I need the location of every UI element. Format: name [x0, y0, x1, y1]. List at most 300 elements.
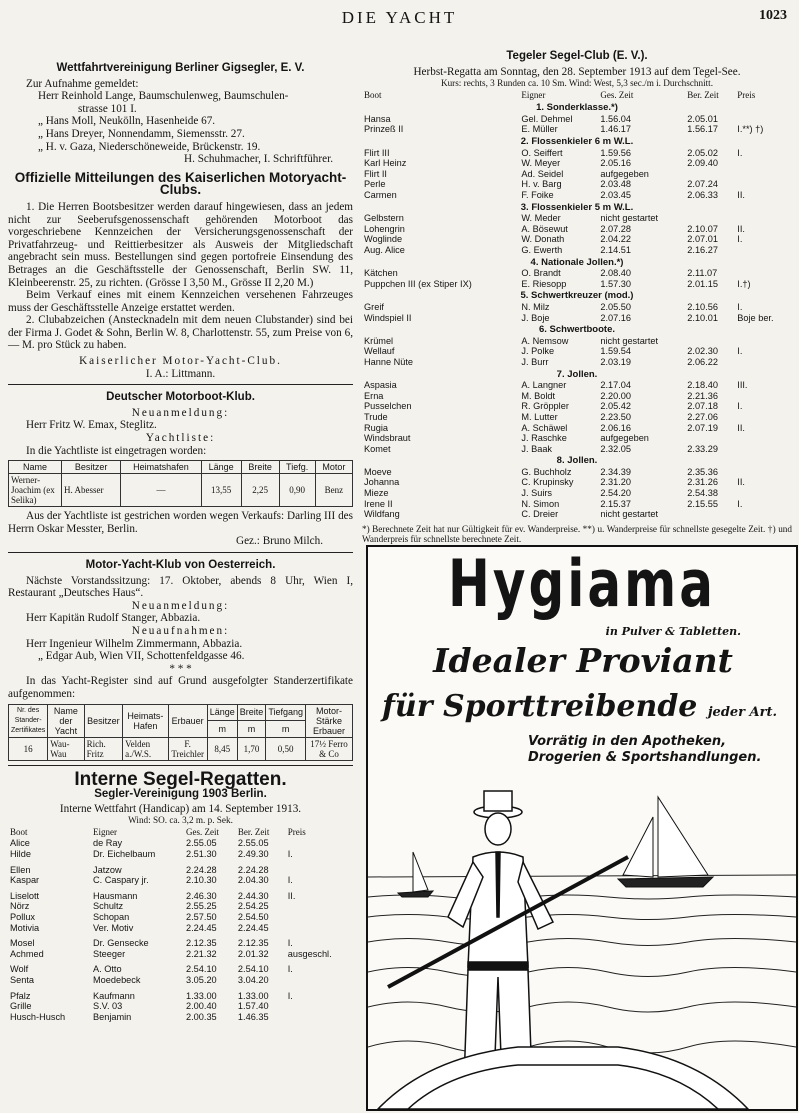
table-cell: 2.21.32 — [186, 948, 217, 959]
table-cell — [685, 169, 735, 180]
table-cell: Erna — [364, 390, 384, 401]
table-cell — [735, 158, 792, 169]
table-row — [8, 849, 353, 860]
wave-line — [368, 1002, 796, 1012]
class-heading: 2. Flossenkieler 6 m W.L. — [520, 136, 634, 148]
table-cell: Mosel — [10, 938, 35, 949]
column-header: Nr. des Stander-Zertifikates — [9, 704, 48, 737]
table-cell: 0,50 — [266, 737, 306, 760]
gig-member: „ Hans Moll, Neukölln, Hasenheide 67. — [38, 115, 216, 128]
table-cell: Schultz — [92, 901, 124, 912]
table-cell: F. Treichler — [168, 737, 207, 760]
myc-title: Motor-Yacht-Klub von Oesterreich. — [85, 559, 276, 571]
table-cell: 2.04.22 — [600, 234, 632, 245]
tegel-title: Tegeler Segel-Club (E. V.). — [506, 50, 648, 62]
column-header: Heimatshafen — [121, 461, 202, 474]
column-header: Besitzer — [84, 704, 123, 737]
table-cell: 2.06.33 — [687, 190, 718, 201]
class-heading: 4. Nationale Jollen.*) — [530, 256, 624, 268]
table-cell: Puppchen III (ex Stiper IX) — [364, 278, 472, 289]
column-header: Boot — [364, 89, 382, 100]
table-row — [8, 891, 353, 902]
table-cell — [286, 838, 353, 849]
table-cell: I.†) — [737, 278, 751, 289]
gig-member: Herr Reinhold Lange, Baumschulenweg, Baumschulen- — [38, 90, 289, 103]
table-cell: J. Burr — [521, 356, 549, 367]
table-cell: J. Polke — [521, 346, 555, 357]
table-cell: Gelbstern — [364, 213, 404, 224]
table-cell: 17½ Ferro & Co — [306, 737, 353, 760]
table-row — [362, 158, 792, 169]
column-header: Erbauer — [168, 704, 207, 737]
ad-slogan: Idealer Proviant — [433, 641, 733, 680]
ad-slogan-kind: jeder Art. — [707, 705, 778, 720]
table-cell: Achmed — [10, 948, 44, 959]
tegel-footnote: *) Berechnete Zeit hat nur Gültigkeit für ev. Wanderpreise. **) u. Wanderpreise für schnellste gesegelte Zeit. †) und Wanderpreis für schnellste berechnete Zeit. — [362, 523, 792, 545]
table-cell: 2.05.50 — [600, 301, 632, 312]
table-cell: I. — [737, 301, 743, 312]
table-row — [362, 423, 792, 434]
class-heading: 8. Jollen. — [556, 455, 598, 467]
table-cell: I. — [287, 849, 293, 859]
right-column — [362, 50, 792, 545]
table-cell: Jatzow — [92, 864, 122, 875]
table-row — [362, 169, 792, 180]
table-cell: E. Müller — [521, 124, 558, 135]
table-cell: 2.07.28 — [600, 223, 632, 234]
table-cell: 2.55.25 — [186, 901, 217, 912]
unit-label: m — [266, 721, 306, 738]
table-row — [362, 302, 792, 313]
table-cell: Irene II — [364, 498, 393, 509]
table-row — [362, 224, 792, 235]
table-cell: Velden a./W.S. — [123, 737, 168, 760]
table-header-row — [9, 461, 353, 474]
table-cell: II. — [287, 890, 296, 901]
class-heading-row — [362, 135, 792, 148]
table-cell: G. Ewerth — [521, 245, 563, 255]
page-header — [0, 6, 799, 28]
table-cell: 2.15.37 — [600, 498, 632, 509]
table-cell: M. Boldt — [521, 390, 556, 401]
table-cell: Senta — [10, 974, 35, 985]
column-header: Besitzer — [62, 461, 121, 474]
table-cell: 2.17.04 — [600, 380, 632, 391]
table-cell — [685, 336, 735, 347]
table-cell: 2.09.40 — [687, 158, 718, 169]
table-cell: 2.10.01 — [687, 312, 718, 323]
gig-title: Wettfahrtvereinigung Berliner Gigsegler, E. V. — [56, 62, 305, 74]
myc-member: Herr Kapitän Rudolf Stanger, Abbazia. — [26, 612, 201, 625]
table-cell: A. Nemsow — [521, 335, 569, 346]
table-row — [8, 1001, 353, 1012]
table-cell: A. Schäwel — [521, 422, 568, 433]
table-cell: Krümel — [364, 335, 394, 346]
horizon-line — [368, 875, 796, 877]
kmc-paragraph-2: Beim Verkauf eines mit einem Kennzeichen versehenen Fahrzeuges muss der Geschäftsstelle Anzeige erstattet werden. — [8, 289, 353, 314]
table-cell: 1.59.56 — [600, 147, 632, 158]
table-row — [362, 234, 792, 245]
class-heading: 5. Schwertkreuzer (mod.) — [520, 290, 634, 302]
table-cell: Flirt III — [364, 147, 390, 158]
table-cell: 2.12.35 — [186, 938, 217, 949]
ad-brand: Hygiama — [448, 546, 716, 622]
table-cell: 2.24.45 — [237, 922, 269, 933]
table-row — [362, 380, 792, 391]
table-cell: Steeger — [92, 948, 126, 959]
table-cell: 2.05.42 — [600, 401, 632, 412]
table-cell — [735, 433, 792, 444]
table-cell: Hilde — [10, 849, 31, 859]
table-cell: 2.46.30 — [186, 890, 217, 901]
table-cell: 2.03.45 — [600, 190, 632, 201]
table-cell: Hanne Nüte — [364, 356, 414, 367]
table-cell: aufgegeben — [600, 168, 649, 179]
table-cell — [286, 975, 353, 986]
table-cell: Dr. Eichelbaum — [92, 849, 156, 859]
table-row — [8, 1012, 353, 1023]
column-header: Preis — [737, 89, 756, 100]
myc-member: „ Edgar Aub, Wien VII, Schottenfeldgasse 46. — [38, 650, 245, 663]
table-cell: Benz — [315, 474, 352, 507]
table-cell: 2.01.15 — [687, 278, 718, 289]
table-cell: 2.54.50 — [237, 911, 269, 922]
table-cell: J. Suirs — [521, 488, 553, 499]
table-row — [8, 912, 353, 923]
table-cell: 0,90 — [279, 474, 315, 507]
gig-signature: H. Schuhmacher, I. Schriftführer. — [184, 153, 333, 166]
table-cell: de Ray — [92, 838, 123, 849]
table-cell: Benjamin — [92, 1011, 132, 1022]
myc-new-label: Neuanmeldung: — [131, 599, 230, 612]
table-cell: 2.44.30 — [237, 890, 269, 901]
table-cell: 2.18.40 — [687, 380, 718, 391]
table-cell: G. Buchholz — [521, 466, 572, 477]
table-cell: 2.23.50 — [600, 411, 632, 422]
table-cell: 2.34.39 — [600, 466, 632, 477]
table-cell: 3.05.20 — [186, 974, 217, 985]
class-heading-row — [362, 368, 792, 381]
table-cell: 2.16.27 — [687, 245, 718, 255]
table-row — [9, 474, 353, 507]
table-row — [8, 923, 353, 934]
table-cell: 1.33.00 — [186, 990, 217, 1001]
column-header: Breite — [237, 704, 266, 721]
table-row — [362, 114, 792, 125]
table-cell: W. Meder — [521, 213, 561, 224]
table-row — [362, 477, 792, 488]
table-cell: F. Foike — [521, 190, 554, 201]
table-cell: Moeve — [364, 466, 392, 477]
table-cell: Werner-Joachim (ex Selika) — [9, 474, 62, 507]
gig-member: strasse 101 I. — [78, 102, 137, 115]
table-cell: A. Otto — [92, 964, 122, 975]
table-cell: Carmen — [364, 190, 397, 201]
interne-results-table — [8, 826, 353, 1028]
table-cell: Hausmann — [92, 890, 138, 901]
dmk-deletion: Aus der Yachtliste ist gestrichen worden wegen Verkaufs: Darling III des Herrn Oskar Messter, Berlin. — [8, 510, 353, 535]
table-cell: E. Riesopp — [521, 278, 567, 289]
table-cell: 2.07.18 — [687, 401, 718, 412]
table-row — [8, 949, 353, 960]
dmk-signature: Gez.: Bruno Milch. — [236, 535, 323, 548]
table-row — [8, 838, 353, 849]
ad-slogan-for: für — [382, 689, 433, 724]
table-cell: 2.10.07 — [687, 223, 718, 234]
column-header: Eigner — [521, 89, 546, 100]
table-cell — [735, 391, 792, 402]
table-row — [362, 488, 792, 499]
table-header-row — [362, 89, 792, 102]
table-cell: S.V. 03 — [92, 1001, 123, 1012]
table-row — [362, 279, 792, 290]
table-row — [8, 964, 353, 975]
table-cell: Wildfang — [364, 509, 400, 520]
table-cell: J. Baak — [521, 443, 553, 454]
table-cell: 2.35.36 — [687, 466, 718, 477]
table-row — [362, 346, 792, 357]
wave-line — [368, 895, 796, 899]
table-cell — [735, 245, 792, 256]
table-cell: 2.06.16 — [600, 422, 632, 433]
kmc-title: Offizielle Mitteilungen des Kaiserlichen Motoryacht-Clubs. — [14, 169, 347, 198]
table-cell — [685, 509, 735, 520]
table-cell — [286, 1012, 353, 1023]
table-cell: Woglinde — [364, 234, 403, 245]
table-cell: 2.10.56 — [687, 301, 718, 312]
table-cell — [735, 357, 792, 368]
column-header: Tiefgang — [266, 704, 306, 721]
table-cell: 2.55.05 — [237, 838, 269, 849]
table-cell: I.**) †) — [737, 124, 764, 135]
table-cell: Wellauf — [364, 346, 395, 357]
class-heading: 7. Jollen. — [556, 368, 598, 380]
table-cell: I. — [737, 346, 743, 357]
table-cell: 2.31.20 — [600, 477, 632, 488]
dmk-yachtlist-intro: In die Yachtliste ist eingetragen worden: — [26, 444, 207, 457]
table-cell: 2.03.48 — [600, 179, 632, 190]
table-cell — [735, 169, 792, 180]
ad-slogan-2 — [382, 689, 777, 724]
table-cell: Ver. Motiv — [92, 922, 134, 933]
column-header: Motor — [315, 461, 352, 474]
table-cell: Aug. Alice — [364, 245, 405, 255]
table-cell — [685, 213, 735, 224]
class-heading-row — [362, 289, 792, 302]
table-cell: Husch-Husch — [10, 1011, 66, 1022]
table-cell: 2.54.10 — [237, 964, 269, 975]
table-row — [362, 313, 792, 324]
column-header: Ber. Zeit — [237, 826, 270, 837]
table-cell: Nörz — [10, 901, 30, 912]
wave-line — [368, 939, 796, 946]
dmk-new-label: Neuanmeldung: — [131, 406, 230, 419]
column-header: Eigner — [92, 826, 117, 837]
table-cell: N. Simon — [521, 498, 560, 509]
table-cell: 1.46.35 — [237, 1011, 269, 1022]
class-heading-row — [362, 101, 792, 114]
table-cell: — — [121, 474, 202, 507]
table-cell: 2.24.28 — [186, 864, 217, 875]
table-cell: 2.54.10 — [186, 964, 217, 975]
table-row — [362, 268, 792, 279]
table-cell — [735, 467, 792, 478]
myc-register-intro: In das Yacht-Register sind auf Grund ausgefolgter Standerzertifikate aufgenommen: — [8, 675, 353, 700]
table-row — [362, 124, 792, 135]
journal-title: DIE YACHT — [341, 8, 458, 27]
table-cell: A. Bösewut — [521, 223, 568, 234]
table-cell: nicht gestartet — [600, 509, 659, 520]
table-cell: I. — [737, 401, 743, 412]
table-cell: Moedebeck — [92, 974, 141, 985]
table-cell: 2.54.20 — [600, 488, 632, 499]
table-cell: 13,55 — [201, 474, 241, 507]
table-cell: Kaspar — [10, 875, 40, 886]
table-cell: 1.57.40 — [237, 1001, 269, 1012]
table-cell: 2.51.30 — [186, 849, 217, 859]
table-cell: 2,25 — [241, 474, 279, 507]
table-row — [9, 737, 353, 760]
dmk-yacht-table — [8, 460, 353, 507]
table-cell: 2.21.36 — [687, 390, 718, 401]
left-column — [8, 56, 353, 1027]
column-header: Breite — [241, 461, 279, 474]
wave-line — [368, 968, 796, 977]
table-cell: 16 — [9, 737, 48, 760]
sailboat-right — [618, 797, 713, 887]
table-cell: II. — [737, 477, 745, 488]
table-cell: 2.01.32 — [237, 948, 269, 959]
table-cell: Flirt II — [364, 168, 387, 179]
table-cell: Windsbraut — [364, 433, 411, 444]
table-cell: J. Raschke — [521, 433, 567, 444]
table-cell: Pollux — [10, 911, 36, 922]
class-heading-row — [362, 256, 792, 269]
ad-availability-line: Drogerien & Sportshandlungen. — [528, 750, 762, 765]
table-cell: W. Meyer — [521, 158, 561, 169]
table-row — [362, 213, 792, 224]
table-cell — [286, 1001, 353, 1012]
table-cell: Motivia — [10, 922, 40, 933]
table-cell: 2.27.06 — [687, 411, 718, 422]
table-row — [362, 357, 792, 368]
group-spacer — [8, 1022, 353, 1027]
column-header: Motor-Stärke Erbauer — [306, 704, 353, 737]
table-cell: 1.59.54 — [600, 346, 632, 357]
table-cell: 2.54.25 — [237, 901, 269, 912]
gig-intro: Zur Aufnahme gemeldet: — [26, 77, 139, 90]
table-cell: Greif — [364, 301, 384, 312]
table-cell: Komet — [364, 443, 391, 454]
table-cell: Lohengrin — [364, 223, 405, 234]
table-cell — [735, 488, 792, 499]
table-cell: 2.00.40 — [186, 1001, 217, 1012]
table-cell: Perle — [364, 179, 386, 190]
table-cell: 2.49.30 — [237, 849, 269, 859]
table-cell: Ellen — [10, 864, 31, 875]
table-cell: 2.07.24 — [687, 179, 718, 190]
table-cell — [286, 865, 353, 876]
unit-label: m — [207, 721, 237, 738]
class-heading-row — [362, 201, 792, 214]
table-row — [8, 938, 353, 949]
table-row — [362, 412, 792, 423]
table-cell: Hansa — [364, 113, 391, 124]
table-cell — [735, 268, 792, 279]
divider — [8, 765, 353, 766]
table-cell: Trude — [364, 411, 388, 422]
table-cell: 2.05.16 — [600, 158, 632, 169]
table-row — [362, 499, 792, 510]
table-cell: O. Seiffert — [521, 147, 563, 158]
table-cell: 2.55.05 — [186, 838, 217, 849]
table-cell: Prinzeß II — [364, 124, 404, 135]
table-cell: 2.12.35 — [237, 938, 269, 949]
column-header: Boot — [10, 826, 28, 837]
hygiama-advertisement — [366, 545, 798, 1111]
table-row — [362, 391, 792, 402]
table-cell: 2.07.01 — [687, 234, 718, 245]
table-cell: I. — [737, 147, 743, 158]
table-cell: 8,45 — [207, 737, 237, 760]
table-cell — [735, 336, 792, 347]
gig-member: „ H. v. Gaza, Niederschöneweide, Brückenstr. 19. — [38, 140, 261, 153]
table-cell: Johanna — [364, 477, 400, 488]
table-cell: A. Langner — [521, 380, 567, 391]
boat-bow — [378, 1047, 748, 1109]
table-cell: 1.56.17 — [687, 124, 718, 135]
ad-subtitle: in Pulver & Tabletten. — [605, 625, 741, 638]
wave-line — [368, 915, 796, 920]
table-cell: Boje ber. — [737, 312, 774, 323]
table-cell: H. Abesser — [62, 474, 121, 507]
class-heading: 3. Flossenkieler 5 m W.L. — [520, 201, 634, 213]
table-cell: M. Lutter — [521, 411, 558, 422]
table-cell — [735, 213, 792, 224]
table-cell: Gel. Dehmel — [521, 113, 573, 124]
ad-slogan-sport: Sporttreibende — [442, 689, 698, 724]
table-cell: Mieze — [364, 488, 389, 499]
table-row — [362, 467, 792, 478]
table-cell: 2.24.28 — [237, 864, 269, 875]
dmk-title: Deutscher Motorboot-Klub. — [106, 391, 255, 404]
table-cell: 2.11.07 — [687, 268, 718, 279]
table-cell: Wau-Wau — [48, 737, 84, 760]
table-row — [362, 444, 792, 455]
table-cell: I. — [287, 875, 293, 886]
table-cell: 2.20.00 — [600, 390, 632, 401]
class-heading: 6. Schwertboote. — [538, 324, 615, 336]
interne-title: Interne Segel-Regatten. — [74, 768, 287, 790]
table-cell: nicht gestartet — [600, 335, 659, 346]
kmc-signature-name: I. A.: Littmann. — [145, 367, 216, 380]
table-cell: I. — [287, 938, 293, 949]
table-cell: 2.10.30 — [186, 875, 217, 886]
table-cell: 2.15.55 — [687, 498, 718, 509]
table-cell: II. — [737, 190, 745, 201]
table-cell: 1.56.04 — [600, 113, 632, 124]
column-header: Heimats-Hafen — [123, 704, 168, 737]
myc-member: Herr Ingenieur Wilhelm Zimmermann, Abbazia. — [26, 637, 243, 650]
table-cell: Aspasia — [364, 380, 397, 391]
table-cell — [735, 179, 792, 190]
table-row — [362, 179, 792, 190]
table-cell: 1.57.30 — [600, 278, 632, 289]
column-header: Ber. Zeit — [687, 89, 719, 100]
table-cell: C. Krupinsky — [521, 477, 574, 488]
sailboat-left — [398, 852, 433, 897]
table-cell: Pfalz — [10, 990, 31, 1001]
